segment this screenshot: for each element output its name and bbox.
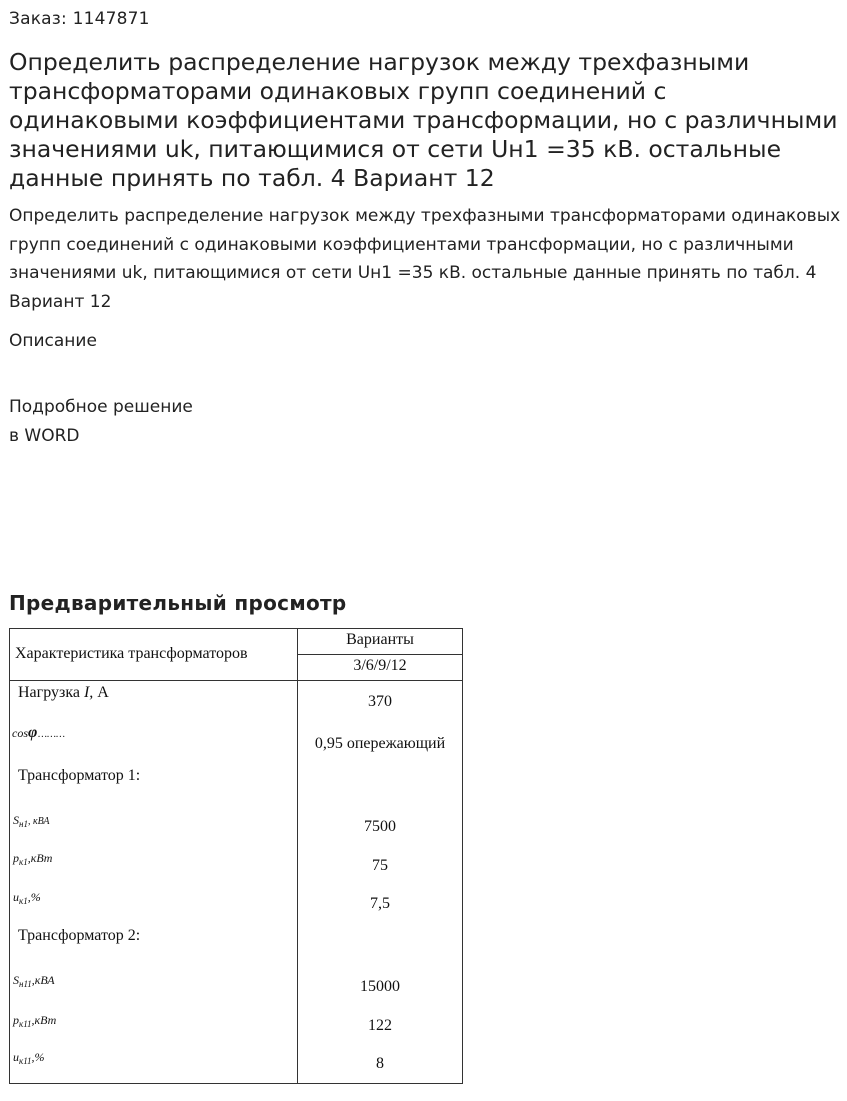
row-cos-label: cosφ……… — [12, 724, 65, 741]
row-t1-uk-value: 7,5 — [370, 895, 390, 912]
table-divider-body — [10, 680, 462, 681]
row-t2-snom-label: $S_{н11},кВА$ — [13, 973, 55, 989]
row-t2-uk-value: 8 — [376, 1055, 384, 1072]
order-number: Заказ: 1147871 — [9, 9, 150, 29]
row-t2-pk-label: $p_{к11},кВт$ — [13, 1013, 57, 1029]
description-text: Определить распределение нагрузок между трехфазными трансформаторами одинаковых групп соединений с одинаковыми коэффициентами трансформации, но с различными значениями uk, питающимися от сети Uн1 =35 кВ. остальные данные принять по табл. 4 Вариант 12 — [9, 206, 841, 312]
row-t2-pk-value: 122 — [368, 1017, 392, 1034]
header-variants: Варианты — [346, 631, 414, 648]
row-t1-uk-label: $u_{к1},\%$ — [13, 890, 41, 906]
preview-table — [9, 628, 463, 1084]
row-transformer2-label: Трансформатор 2: — [18, 927, 141, 944]
page-title: Определить распределение нагрузок между трехфазными трансформаторами одинаковых групп соединений с одинаковыми коэффициентами трансформации, но с различными значениями uk, питающимися от сети Uн1 =35 кВ. остальные данные принять по табл. 4 Вариант 12 — [9, 48, 838, 192]
row-t1-pk-label: $p_{к1},кВт$ — [13, 851, 53, 867]
preview-heading: Предварительный просмотр — [9, 591, 347, 615]
header-variant-numbers: 3/6/9/12 — [353, 657, 407, 674]
row-t1-snom-label: $S_{н1}$, кВА — [13, 813, 50, 829]
row-t2-uk-label: $u_{к11},\%$ — [13, 1050, 45, 1066]
row-load-label: Нагрузка I, А — [18, 684, 109, 701]
description-label: Описание — [9, 331, 97, 351]
row-load-value: 370 — [368, 693, 392, 710]
row-cos-value: 0,95 опережающий — [314, 735, 446, 752]
row-t2-snom-value: 15000 — [360, 978, 400, 995]
solution-info — [9, 393, 193, 451]
row-t1-snom-value: 7500 — [364, 818, 396, 835]
row-t1-pk-value: 75 — [372, 857, 388, 874]
solution-line-1: Подробное решение — [9, 397, 193, 417]
row-transformer1-label: Трансформатор 1: — [18, 767, 141, 784]
solution-line-2: в WORD — [9, 426, 80, 446]
table-divider-header — [297, 654, 462, 655]
header-characteristic: Характеристика трансформаторов — [15, 645, 248, 662]
